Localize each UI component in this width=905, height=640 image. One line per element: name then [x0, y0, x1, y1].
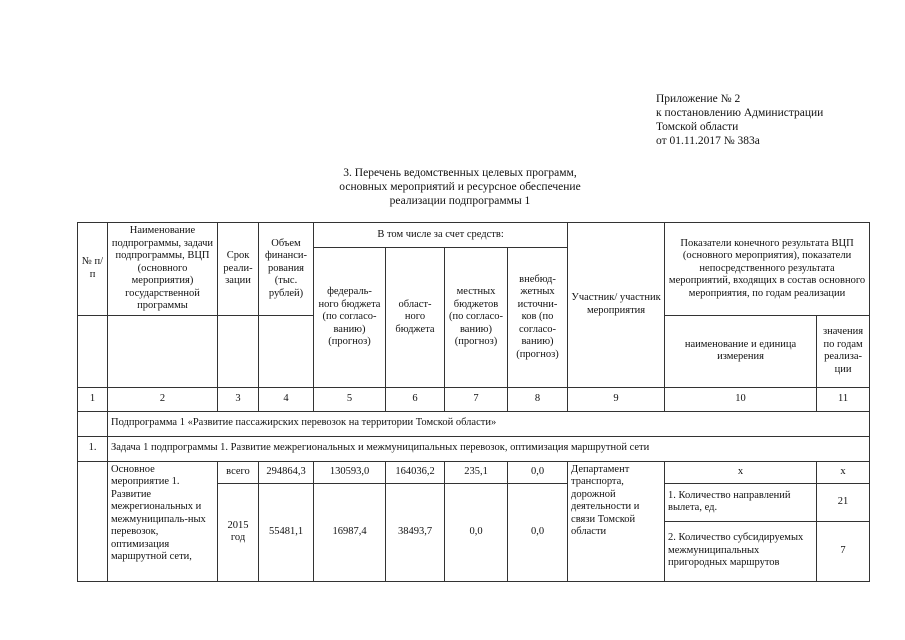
- header-regional: област-ного бюджета: [386, 248, 445, 388]
- column-number: 11: [817, 387, 870, 411]
- column-number: 2: [108, 387, 218, 411]
- year-regional: 38493,7: [386, 483, 445, 581]
- column-number: 10: [665, 387, 817, 411]
- page-title: [260, 166, 660, 208]
- indicator-value: 7: [817, 521, 870, 581]
- task-num: 1.: [78, 436, 108, 461]
- year-term: 2015 год: [218, 483, 259, 581]
- header-volume: Объем финанси-рования (тыс. рублей): [259, 223, 314, 316]
- task-row: Задача 1 подпрограммы 1. Развитие межрегиональных и межмуниципальных перевозок, оптимизация маршрутной сети: [108, 436, 870, 461]
- header-name: Наименование подпрограммы, задачи подпрограммы, ВЦП (основного мероприятия) государственной программы: [108, 223, 218, 316]
- total-indicator-name: х: [665, 461, 817, 483]
- column-number: 1: [78, 387, 108, 411]
- program-table: [77, 222, 870, 582]
- appendix-block: [656, 92, 823, 148]
- header-num: № п/п: [78, 223, 108, 316]
- column-number: 5: [314, 387, 386, 411]
- title-line: 3. Перечень ведомственных целевых программ,: [343, 167, 577, 179]
- activity-name: Основное мероприятие 1. Развитие межрегиональных и межмуниципаль-ных перевозок, оптимизация маршрутной сети,: [108, 461, 218, 581]
- column-number: 4: [259, 387, 314, 411]
- column-number: 7: [445, 387, 508, 411]
- indicator-name: 2. Количество субсидируемых межмуниципальных пригородных маршрутов: [665, 521, 817, 581]
- total-indicator-value: х: [817, 461, 870, 483]
- total-offbudget: 0,0: [508, 461, 568, 483]
- column-number: 9: [568, 387, 665, 411]
- header-local: местных бюджетов (по согласо-ванию) (прогноз): [445, 248, 508, 388]
- column-number: 3: [218, 387, 259, 411]
- year-federal: 16987,4: [314, 483, 386, 581]
- total-term: всего: [218, 461, 259, 483]
- column-number: 6: [386, 387, 445, 411]
- header-name-spacer: [108, 315, 218, 387]
- appendix-line: к постановлению Администрации: [656, 107, 824, 119]
- header-term-spacer: [218, 315, 259, 387]
- header-indicator-values: значения по годам реализа-ции: [817, 315, 870, 387]
- subprogram-row: Подпрограмма 1 «Развитие пассажирских перевозок на территории Томской области»: [108, 411, 870, 436]
- header-including: В том числе за счет средств:: [314, 223, 568, 248]
- header-volume-spacer: [259, 315, 314, 387]
- column-number: 8: [508, 387, 568, 411]
- header-indicators: Показатели конечного результата ВЦП (основного мероприятия), показатели непосредственного результата мероприятий, входящих в состав основного мероприятия, по годам реализации: [665, 223, 870, 316]
- subprogram-num: [78, 411, 108, 436]
- header-num-spacer: [78, 315, 108, 387]
- title-line: основных мероприятий и ресурсное обеспечение: [339, 181, 581, 193]
- appendix-line: Томской области: [656, 121, 739, 133]
- header-term: Срок реали-зации: [218, 223, 259, 316]
- year-offbudget: 0,0: [508, 483, 568, 581]
- appendix-line: от 01.11.2017 № 383а: [656, 135, 760, 147]
- indicator-name: 1. Количество направлений вылета, ед.: [665, 483, 817, 521]
- header-federal: федераль-ного бюджета (по согласо-ванию) (прогноз): [314, 248, 386, 388]
- total-regional: 164036,2: [386, 461, 445, 483]
- activity-num: [78, 461, 108, 581]
- indicator-value: 21: [817, 483, 870, 521]
- appendix-line: Приложение № 2: [656, 93, 741, 105]
- activity-participant: Департамент транспорта, дорожной деятельности и связи Томской области: [568, 461, 665, 581]
- total-local: 235,1: [445, 461, 508, 483]
- total-federal: 130593,0: [314, 461, 386, 483]
- header-indicator-name: наименование и единица измерения: [665, 315, 817, 387]
- header-participant: Участник/ участник мероприятия: [568, 223, 665, 388]
- title-line: реализации подпрограммы 1: [389, 195, 531, 207]
- year-local: 0,0: [445, 483, 508, 581]
- total-volume: 294864,3: [259, 461, 314, 483]
- header-offbudget: внебюд-жетных источни-ков (по согласо-ванию) (прогноз): [508, 248, 568, 388]
- year-volume: 55481,1: [259, 483, 314, 581]
